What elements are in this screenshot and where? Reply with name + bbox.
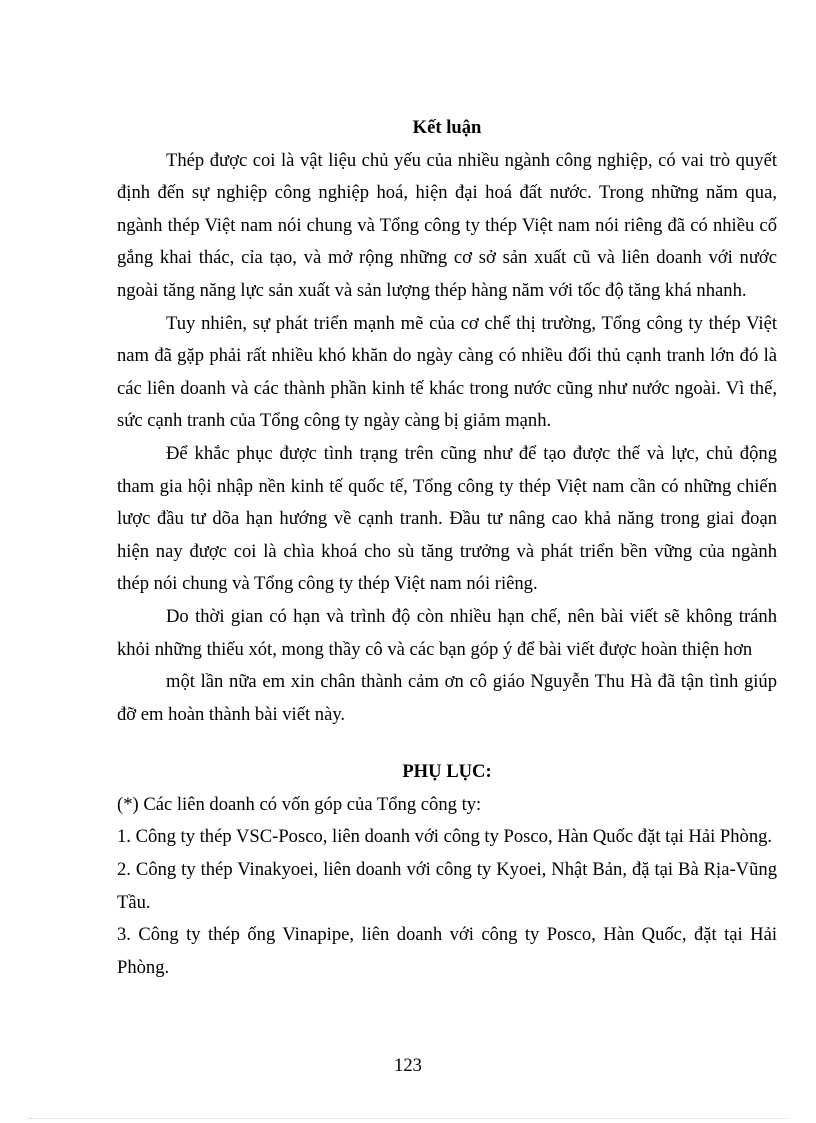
appendix-intro: (*) Các liên doanh có vốn góp của Tổng công ty:: [117, 793, 482, 815]
appendix-heading: PHỤ LỤC:: [402, 761, 492, 783]
conclusion-paragraph-1: Thép được coi là vật liệu chủ yếu của nhiều ngành công nghiệp, có vai trò quyết định đến sự nghiệp công nghiệp hoá, hiện đại hoá đất nước. Trong những năm qua, ngành thép Việt nam nói chung và Tổng công ty thép Việt nam nói riêng đã có nhiều cố gắng khai thác, cỉa tạo, và mở rộng những cơ sở sản xuất cũ và liên doanh với nước ngoài tăng năng lực sản xuất và sản lượng thép hàng năm với tốc độ tăng khá nhanh.: [117, 149, 777, 301]
conclusion-paragraph-4: Do thời gian có hạn và trình độ còn nhiều hạn chế, nên bài viết sẽ không tránh khỏi những thiếu xót, mong thầy cô và các bạn góp ý để bài viết được hoàn thiện hơn: [117, 605, 777, 660]
appendix-item-3: 3. Công ty thép ống Vinapipe, liên doanh với công ty Posco, Hàn Quốc, đặt tại Hải Phòng.: [117, 924, 777, 978]
conclusion-paragraph-3: Để khắc phục được tình trạng trên cũng như để tạo được thế và lực, chủ động tham gia hội nhập nền kinh tế quốc tế, Tổng công ty thép Việt nam cần có những chiến lược đầu tư dõa hạn hướng về cạnh tranh. Đầu tư nâng cao khả năng trong giai đoạn hiện nay được coi là chìa khoá cho sù tăng trưởng và phát triển bền vững của ngành thép nói chung và Tổng công ty thép Việt nam nói riêng.: [117, 442, 777, 595]
page-bottom-divider: [28, 1118, 788, 1119]
conclusion-paragraph-2: Tuy nhiên, sự phát triển mạnh mẽ của cơ chế thị trường, Tổng công ty thép Việt nam đã gặp phải rất nhiều khó khăn do ngày càng có nhiều đối thủ cạnh tranh lớn đó là các liên doanh và các thành phần kinh tế khác trong nước cũng như nước ngoài. Vì thế, sức cạnh tranh của Tổng công ty ngày càng bị giảm mạnh.: [117, 312, 777, 432]
section-spacer: [117, 731, 777, 756]
conclusion-heading: Kết luận: [412, 117, 482, 138]
appendix-item-1: 1. Công ty thép VSC-Posco, liên doanh với công ty Posco, Hàn Quốc đặt tại Hải Phòng.: [117, 826, 773, 848]
appendix-item-2: 2. Công ty thép Vinakyoei, liên doanh với công ty Kyoei, Nhật Bản, đặ tại Bà Rịa-Vũng Tầu.: [117, 859, 777, 913]
page-number: 123: [394, 1055, 422, 1076]
conclusion-paragraph-5: một lần nữa em xin chân thành cảm ơn cô giáo Nguyễn Thu Hà đã tận tình giúp đỡ em hoàn thành bài viết này.: [117, 671, 777, 725]
page-content: [117, 112, 777, 984]
